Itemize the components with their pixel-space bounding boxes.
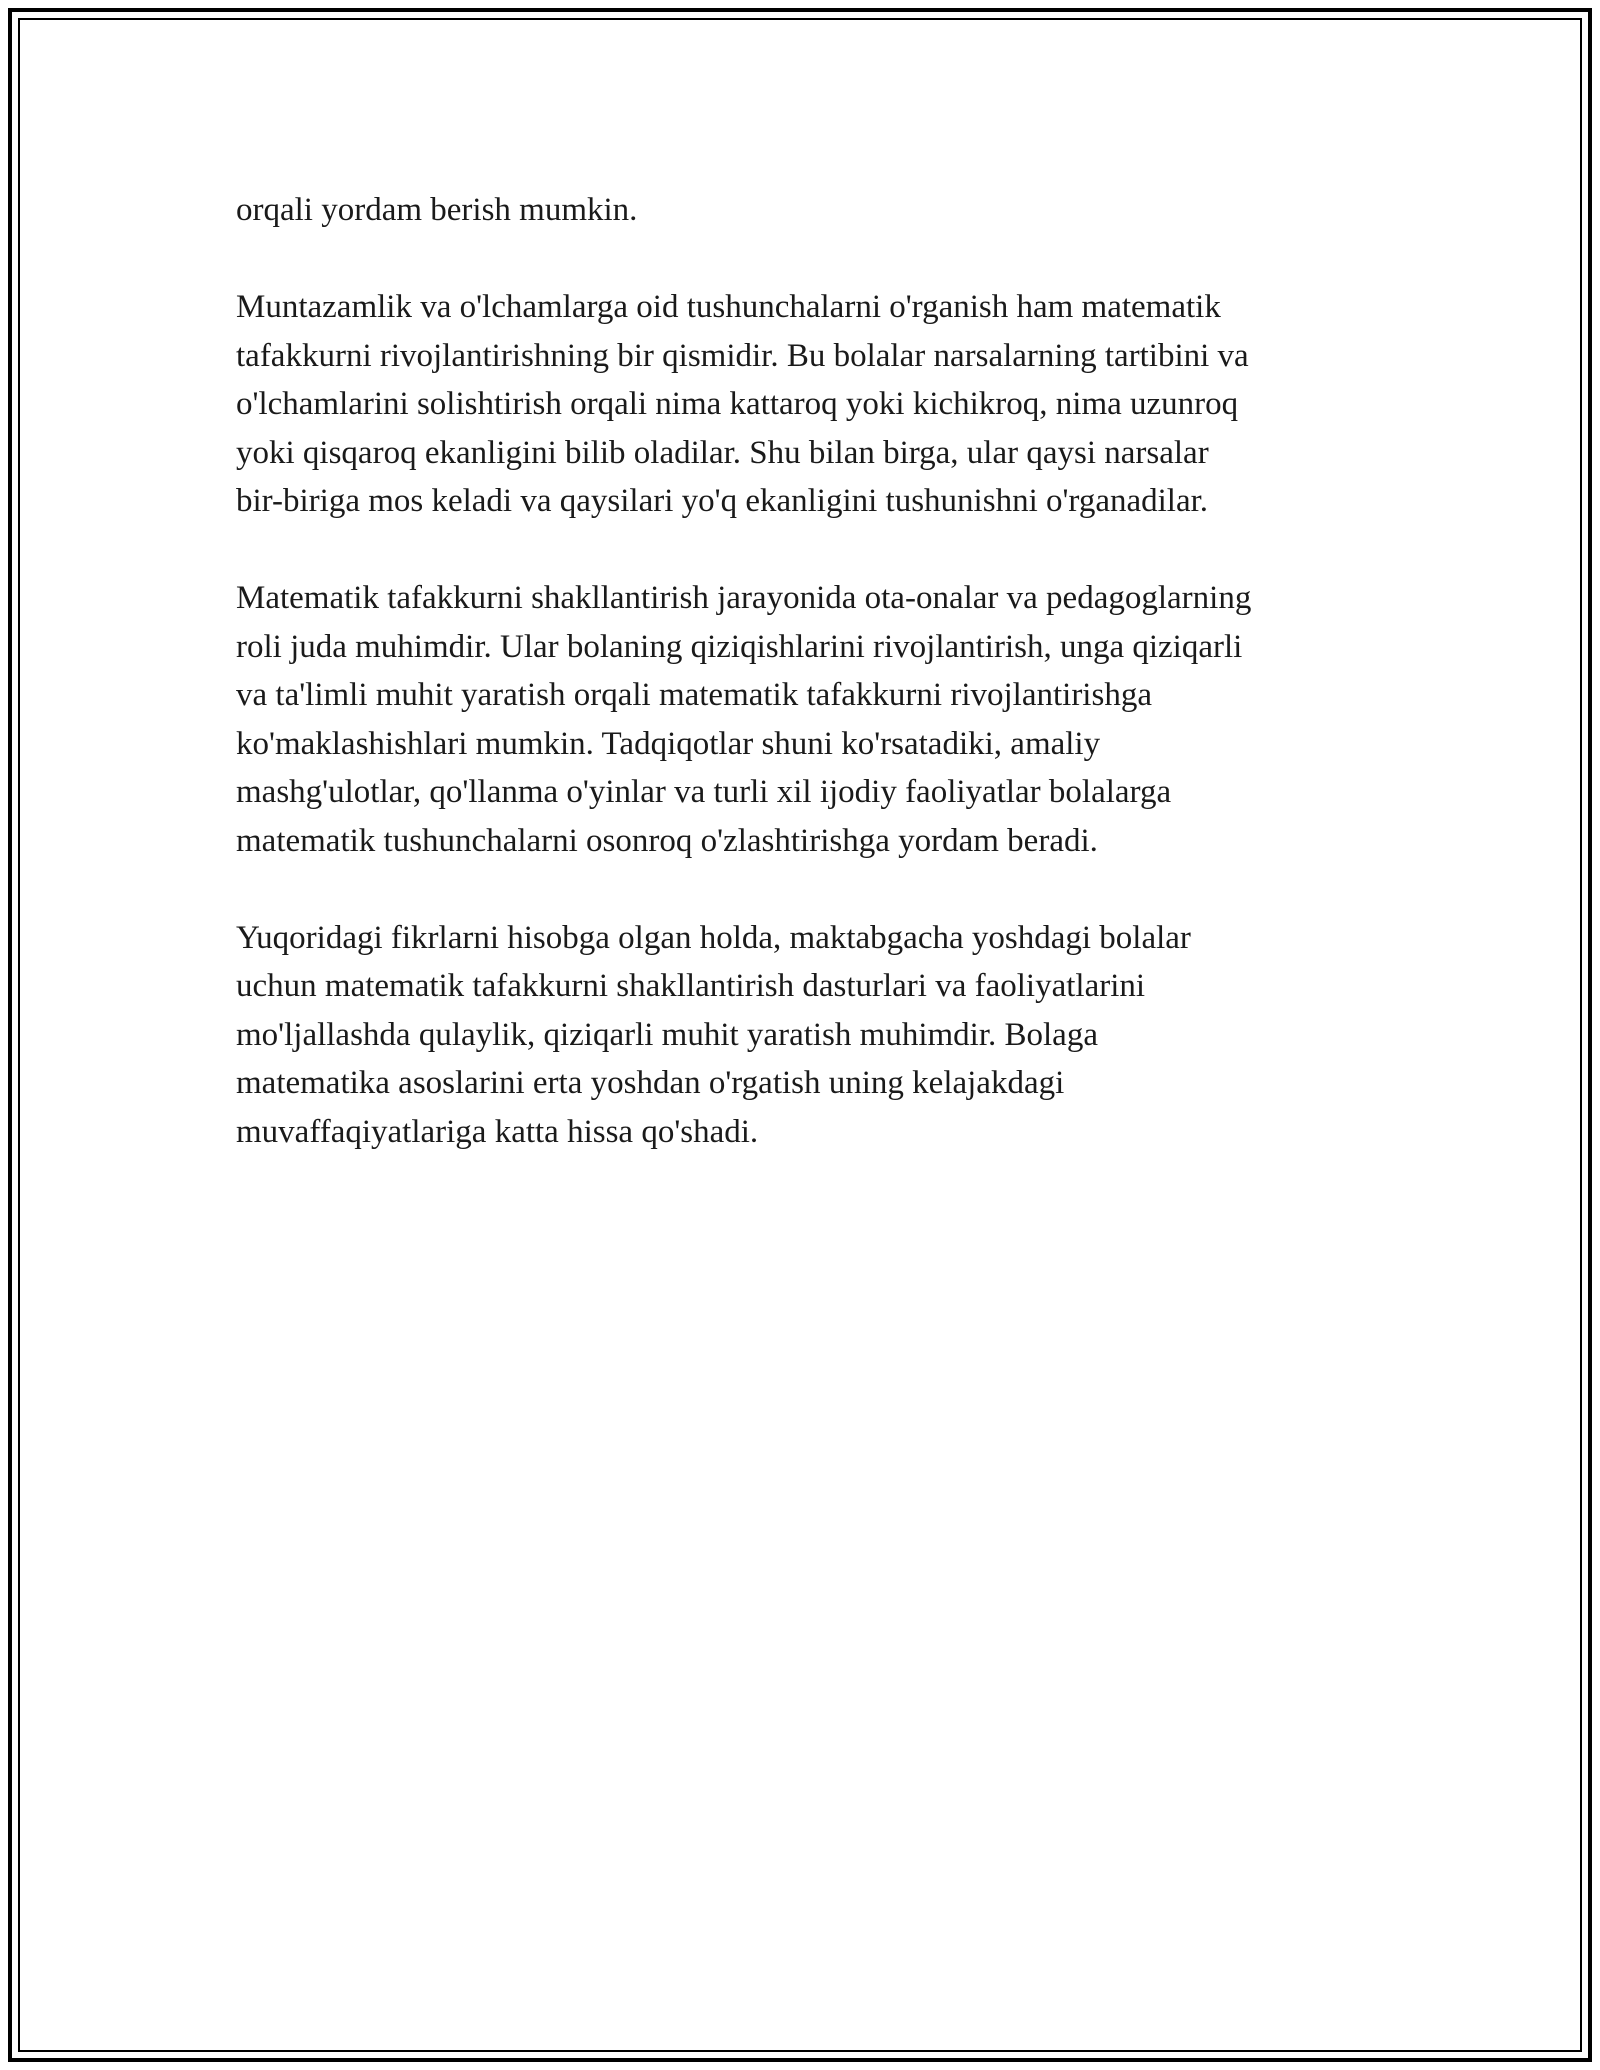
paragraph-3 <box>236 574 1406 865</box>
text-line: tafakkurni rivojlantirishning bir qismidir. Bu bolalar narsalarning tartibini va <box>236 337 1249 374</box>
paragraph-2 <box>236 283 1406 526</box>
text-line: ko'maklashishlari mumkin. Tadqiqotlar shuni ko'rsatadiki, amaliy <box>236 725 1101 762</box>
text-line: va ta'limli muhit yaratish orqali matematik tafakkurni rivojlantirishga <box>236 677 1152 713</box>
text-line: Muntazamlik va o'lchamlarga oid tushunchalarni o'rganish ham matematik <box>236 289 1221 325</box>
text-line: muvaffaqiyatlariga katta hissa qo'shadi. <box>236 1113 759 1150</box>
text-line: orqali yordam berish mumkin. <box>236 192 638 228</box>
text-line: roli juda muhimdir. Ular bolaning qiziqishlarini rivojlantirish, unga qiziqarli <box>236 628 1243 665</box>
paragraph-4 <box>236 914 1406 1157</box>
text-line: yoki qisqaroq ekanligini bilib oladilar. Shu bilan birga, ular qaysi narsalar <box>236 434 1209 471</box>
text-line: Matematik tafakkurni shakllantirish jarayonida ota-onalar va pedagoglarning <box>236 580 1252 616</box>
paragraph-1 <box>236 186 1406 235</box>
text-line: o'lchamlarini solishtirish orqali nima kattaroq yoki kichikroq, nima uzunroq <box>236 386 1239 422</box>
text-line: mashg'ulotlar, qo'llanma o'yinlar va turli xil ijodiy faoliyatlar bolalarga <box>236 774 1172 810</box>
text-line: matematik tushunchalarni osonroq o'zlashtirishga yordam beradi. <box>236 822 1098 859</box>
document-body <box>236 186 1406 1205</box>
text-line: mo'ljallashda qulaylik, qiziqarli muhit yaratish muhimdir. Bolaga <box>236 1016 1098 1053</box>
text-line: matematika asoslarini erta yoshdan o'rgatish uning kelajakdagi <box>236 1065 1065 1101</box>
text-line: bir-biriga mos keladi va qaysilari yo'q ekanligini tushunishni o'rganadilar. <box>236 483 1209 519</box>
text-line: Yuqoridagi fikrlarni hisobga olgan holda, maktabgacha yoshdagi bolalar <box>236 919 1191 956</box>
text-line: uchun matematik tafakkurni shakllantirish dasturlari va faoliyatlarini <box>236 968 1146 1004</box>
